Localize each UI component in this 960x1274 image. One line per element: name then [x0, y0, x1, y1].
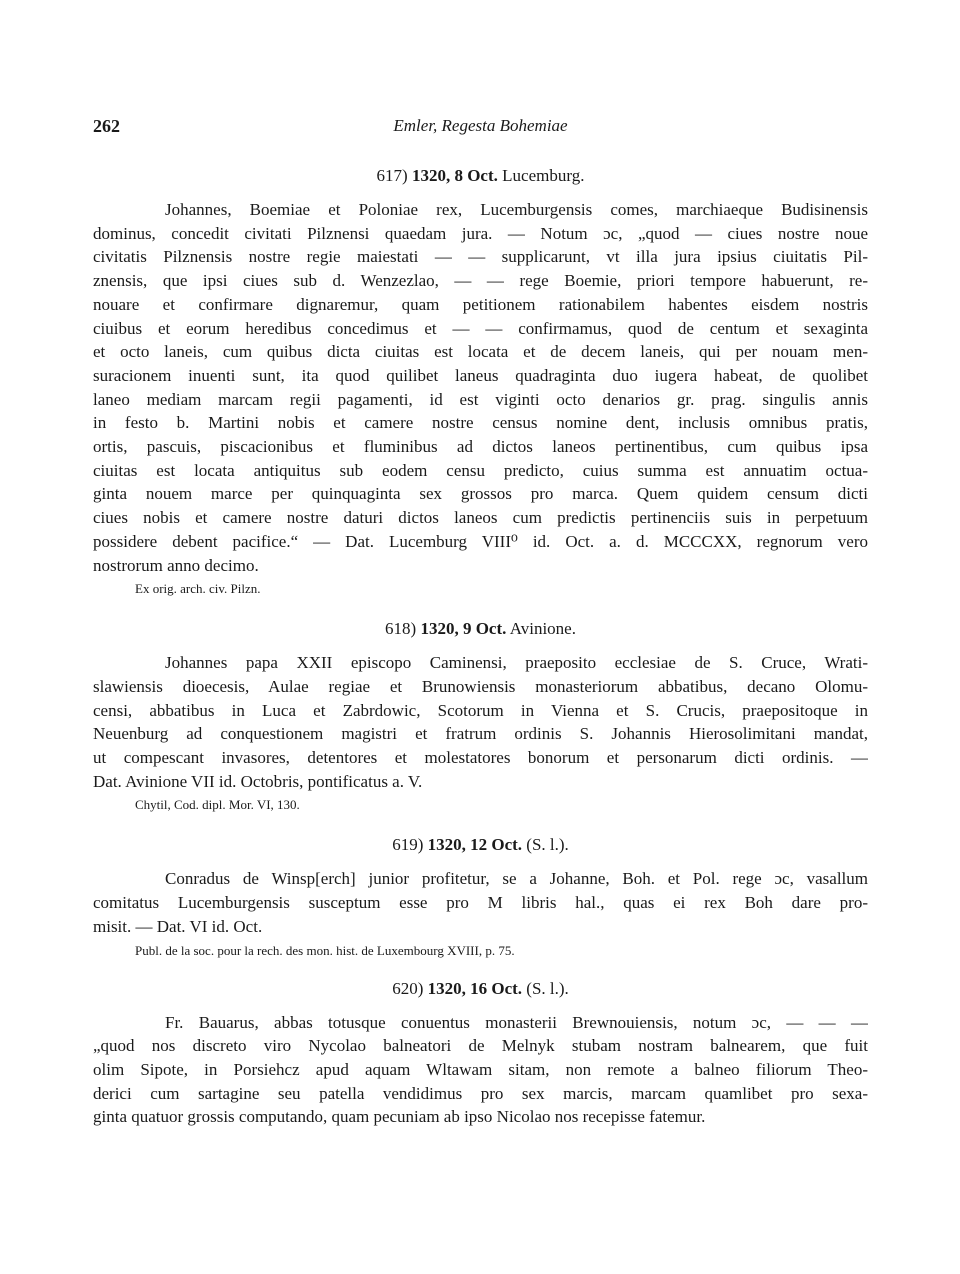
body-line: olim Sipote, in Porsiehcz apud aquam Wltawam sitam, non remote a balneo filiorum Theo-	[93, 1059, 868, 1079]
page-number: 262	[93, 116, 120, 136]
regest-entry-620	[93, 977, 868, 1130]
entry-place: (S. l.).	[526, 978, 569, 998]
body-line: Neuenburg ad conquestionem magistri et fratrum ordinis S. Johannis Hierosolimitani mandat,	[93, 724, 868, 744]
regest-entry-618	[93, 617, 868, 815]
entry-place: (S. l.).	[526, 835, 569, 855]
entry-date: 1320, 16 Oct.	[427, 978, 523, 998]
entry-heading	[93, 164, 868, 188]
entry-body	[93, 1011, 868, 1130]
body-line: nostrorum anno decimo.	[93, 555, 259, 575]
body-line: ciuitas est locata antiquitus sub eodem censu predicto, cuius summa est annuatim octua-	[93, 460, 868, 480]
entry-body	[93, 198, 868, 577]
entry-place: Lucemburg.	[502, 166, 585, 185]
regest-entry-617	[93, 164, 868, 599]
entry-date: 1320, 9 Oct.	[420, 619, 507, 639]
entry-number: 620)	[392, 978, 424, 998]
entry-body	[93, 867, 868, 938]
body-line: censi, abbatibus in Luca et Zabrdowic, Scotorum in Vienna et S. Crucis, praepositoque in	[93, 700, 868, 720]
entry-body	[93, 651, 868, 793]
body-line: Johannes papa XXII episcopo Caminensi, praeposito ecclesiae de S. Cruce, Wrati-	[165, 653, 868, 673]
body-line: ciues nobis et camere nostre daturi dictos laneos cum predictis pertinenciis suis in perpetuum	[93, 508, 868, 528]
body-line: ginta quatuor grossis computando, quam pecuniam ab ipso Nicolao nos recepisse fatemur.	[93, 1107, 706, 1127]
body-line: comitatus Lucemburgensis susceptum esse pro M libris hal., quas ei rex Boh dare pro-	[93, 893, 868, 913]
body-line: Johannes, Boemiae et Poloniae rex, Lucemburgensis comes, marchiaeque Budisinensis	[165, 200, 868, 219]
body-line: laneo mediam marcam regii pagamenti, id est viginti octo denarios gr. prag. singulis annis	[93, 389, 868, 409]
body-line: dominus, concedit civitati Pilznensi quaedam jura. — Notum ɔc, „quod — ciues nostre noue	[93, 223, 868, 243]
source-citation: Publ. de la soc. pour la rech. des mon. hist. de Luxembourg XVIII, p. 75.	[135, 942, 515, 958]
body-line: in festo b. Martini nobis et camere nostre census nomine dent, inclusis omnibus pratis,	[93, 413, 868, 433]
body-line: ortis, pascuis, piscacionibus et fluminibus ad dictos laneos pertinentibus, cum quibus ipsa	[93, 437, 868, 457]
entry-date: 1320, 12 Oct.	[427, 835, 523, 855]
entry-heading	[93, 617, 868, 641]
body-line: derici cum sartagine seu patella vendidimus pro sex marcis, marcam quamlibet pro sexa-	[93, 1083, 868, 1103]
entry-number: 617)	[376, 166, 408, 185]
body-line: suracionem inuenti sunt, ita quod quilibet laneus quadraginta duo iugera habeat, de quolibet	[93, 365, 868, 385]
entry-number: 618)	[385, 619, 417, 639]
running-head	[93, 112, 868, 142]
body-line: „quod nos discreto viro Nycolao balneatori de Melnyk stubam nostram balnearem, que fuit	[93, 1036, 868, 1056]
entry-date: 1320, 8 Oct.	[411, 166, 498, 185]
body-line: Conradus de Winsp[erch] junior profitetur, se a Johanne, Boh. et Pol. rege ɔc, vasallum	[165, 869, 868, 889]
source-citation: Chytil, Cod. dipl. Mor. VI, 130.	[135, 797, 300, 813]
body-line: ginta nouem marce per quinquaginta sex grossos pro marca. Quem quidem censum dicti	[93, 484, 868, 504]
entry-heading	[93, 977, 868, 1001]
body-line: misit. — Dat. VI id. Oct.	[93, 916, 263, 936]
body-line: Fr. Bauarus, abbas totusque conuentus monasterii Brewnouiensis, notum ɔc, — — —	[165, 1012, 868, 1032]
body-line: znensis, que ipsi ciues sub d. Wenzezlao, — — rege Boemie, priori tempore habuerunt, re-	[93, 271, 868, 291]
body-line: possidere debent pacifice.“ — Dat. Lucemburg VIII⁰ id. Oct. a. d. MCCCXX, regnorum vero	[93, 531, 868, 551]
body-line: et octo laneis, cum quibus dicta ciuitas est locata et de decem laneis, qui per nouam men-	[93, 342, 868, 362]
source-citation: Ex orig. arch. civ. Pilzn.	[135, 581, 261, 597]
document-page	[93, 112, 868, 1129]
body-line: slawiensis dioecesis, Aulae regiae et Brunowiensis monasteriorum abbatibus, decano Olomu-	[93, 676, 868, 696]
body-line: nouare et confirmare dignaremur, quam petitionem rationabilem habentes eisdem nostris	[93, 294, 868, 314]
running-title: Emler, Regesta Bohemiae	[393, 116, 568, 135]
body-line: Dat. Avinione VII id. Octobris, pontificatus a. V.	[93, 771, 423, 791]
regest-entry-619	[93, 833, 868, 960]
entry-number: 619)	[392, 835, 424, 855]
entry-place: Avinione.	[509, 619, 576, 639]
body-line: ciuibus et eorum heredibus concedimus et — — confirmamus, quod de centum et sexaginta	[93, 318, 868, 338]
body-line: civitatis Pilznensis nostre regie maiestati — — supplicarunt, vt illa jura ipsius ciuitatis Pil-	[93, 247, 868, 267]
entry-heading	[93, 833, 868, 857]
body-line: ut compescant invasores, detentores et molestatores bonorum et personarum dicti ordinis. —	[93, 748, 868, 768]
